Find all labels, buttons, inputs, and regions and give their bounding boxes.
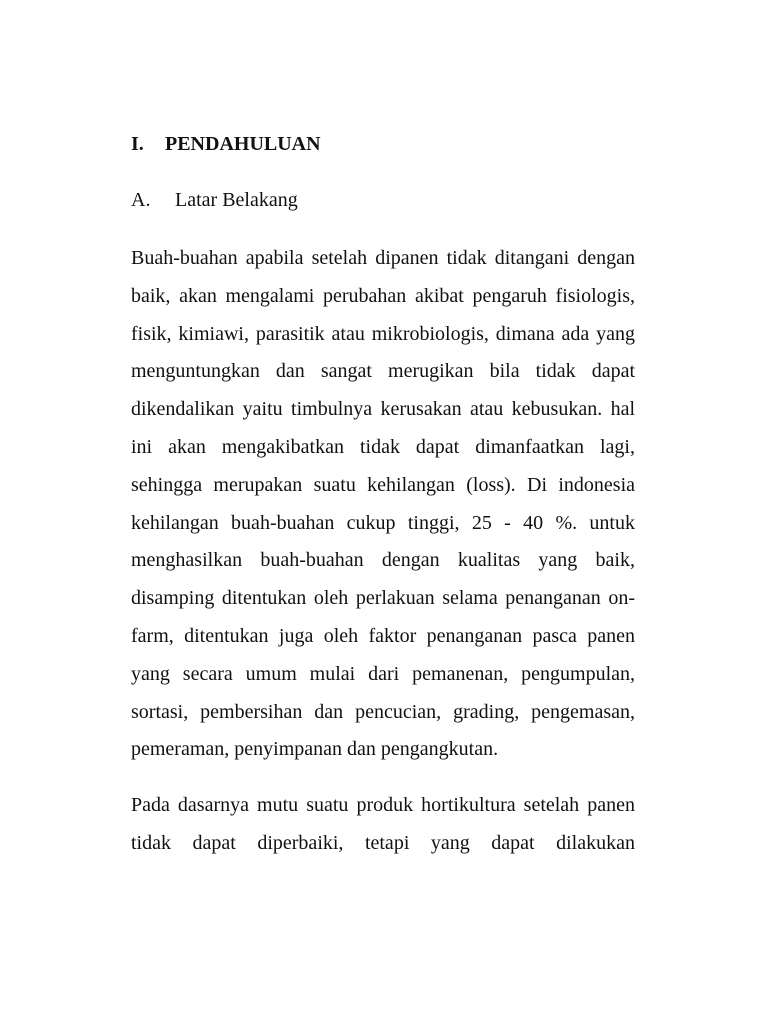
subsection-number: A. [131,189,151,211]
subsection-heading [131,184,635,216]
section-heading [131,128,635,160]
subsection-title: Latar Belakang [175,189,298,211]
document-page [131,128,635,863]
paragraph-1: Buah-buahan apabila setelah dipanen tidak ditangani dengan baik, akan mengalami perubahan akibat pengaruh fisiologis, fisik, kimiawi, parasitik atau mikrobiologis, dimana ada yang menguntungkan dan sangat merugikan bila tidak dapat dikendalikan yaitu timbulnya kerusakan atau kebusukan. hal ini akan mengakibatkan tidak dapat dimanfaatkan lagi, sehingga merupakan suatu kehilangan (loss). Di indonesia kehilangan buah-buahan cukup tinggi, 25 - 40 %. untuk menghasilkan buah-buahan dengan kualitas yang baik, disamping ditentukan oleh perlakuan selama penanganan on-farm, ditentukan juga oleh faktor penanganan pasca panen yang secara umum mulai dari pemanenan, pengumpulan, sortasi, pembersihan dan pencucian, grading, pengemasan, pemeraman, penyimpanan dan pengangkutan. [131,247,635,761]
section-title: PENDAHULUAN [165,133,321,155]
section-number: I. [131,133,144,155]
paragraph-2: Pada dasarnya mutu suatu produk hortikultura setelah panen tidak dapat diperbaiki, tetapi yang dapat dilakukan [131,794,635,854]
